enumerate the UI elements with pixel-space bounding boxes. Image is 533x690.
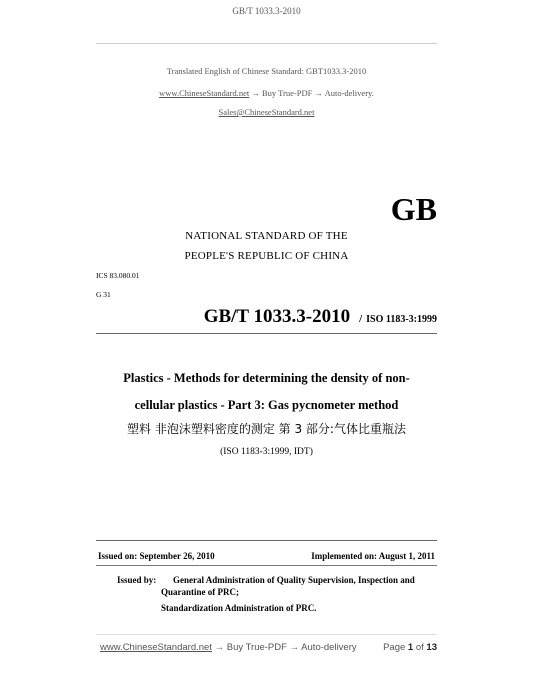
page-current: 1 xyxy=(407,642,414,653)
issuer-rule xyxy=(96,565,437,566)
email-line xyxy=(0,107,533,117)
email-link[interactable]: Sales@ChineseStandard.net xyxy=(218,107,315,117)
gb-logo: GB xyxy=(390,191,437,227)
ccs-code: G 31 xyxy=(96,290,111,299)
translated-notice: Translated English of Chinese Standard: GBT1033.3-2010 xyxy=(166,66,367,76)
page-total: 13 xyxy=(426,642,437,653)
dates-rule xyxy=(96,540,437,541)
standard-number xyxy=(96,306,437,328)
website-link[interactable]: www.ChineseStandard.net xyxy=(159,88,250,98)
title-chinese: 塑料 非泡沫塑料密度的测定 第 3 部分:气体比重瓶法 xyxy=(127,422,406,436)
title-iso-reference: (ISO 1183-3:1999, IDT) xyxy=(220,447,313,457)
issued-on-date: Issued on: September 26, 2010 xyxy=(98,551,215,561)
title-english-line-1: Plastics - Methods for determining the density of non- xyxy=(123,371,410,385)
equivalence-slash: / xyxy=(359,313,363,325)
issuer-line-1: General Administration of Quality Supervision, Inspection and xyxy=(173,575,415,585)
running-header: GB/T 1033.3-2010 xyxy=(232,6,301,16)
buy-text: → Buy True-PDF → Auto-delivery. xyxy=(249,88,374,98)
footer-links xyxy=(100,642,357,653)
title-english-line-2: cellular plastics - Part 3: Gas pycnometer method xyxy=(134,398,399,412)
national-standard-line-1: NATIONAL STANDARD OF THE xyxy=(185,230,348,242)
header-divider xyxy=(96,43,437,44)
page-of: of xyxy=(415,642,424,653)
footer-buy-text: → Buy True-PDF → Auto-delivery xyxy=(211,642,357,653)
issuer-line-2: Quarantine of PRC; xyxy=(161,587,239,597)
equivalent-iso: ISO 1183-3:1999 xyxy=(366,314,437,325)
national-standard-line-2: PEOPLE'S REPUBLIC OF CHINA xyxy=(184,250,349,262)
page-indicator xyxy=(360,642,437,653)
ics-code: ICS 83.080.01 xyxy=(96,271,140,280)
implemented-on-date: Implemented on: August 1, 2011 xyxy=(311,551,435,561)
footer-divider xyxy=(96,634,437,635)
standard-number-rule xyxy=(96,333,437,334)
buy-line xyxy=(0,88,533,98)
standard-code: GB/T 1033.3-2010 xyxy=(203,306,351,327)
footer-website-link[interactable]: www.ChineseStandard.net xyxy=(100,642,212,653)
page-label: Page xyxy=(383,642,406,653)
issued-by-label: Issued by: xyxy=(117,575,157,585)
issuer-line-3: Standardization Administration of PRC. xyxy=(161,603,317,613)
